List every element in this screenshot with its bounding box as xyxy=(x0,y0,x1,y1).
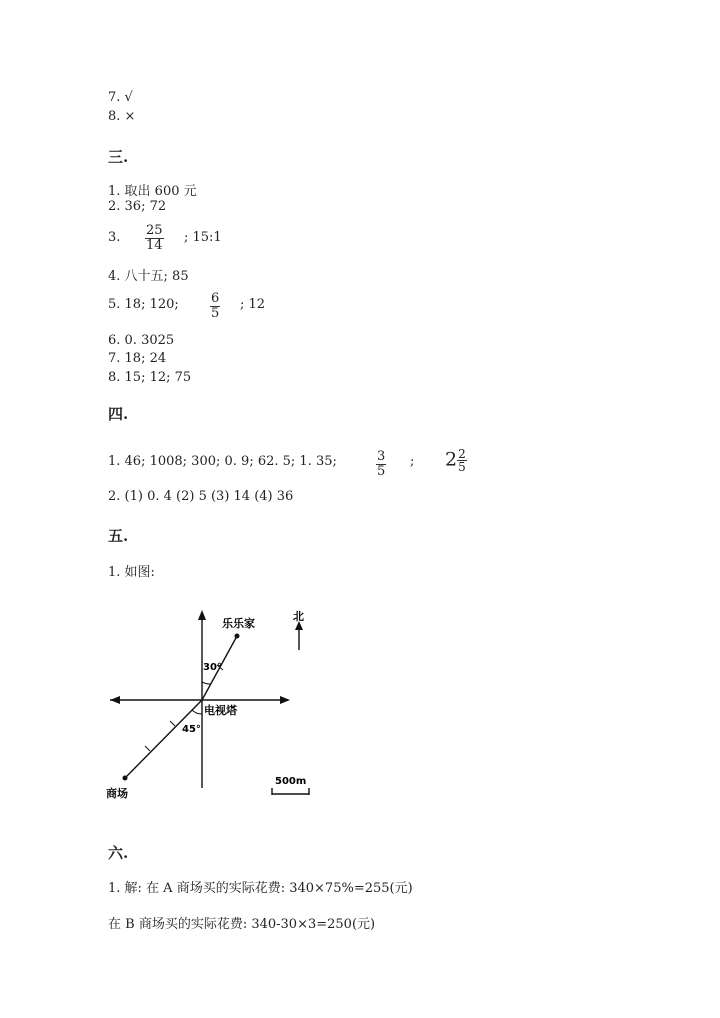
answer-3-7: 7. 18; 24 xyxy=(108,351,167,366)
solution-line-2: 在 B 商场买的实际花费: 340-30×3=250(元) xyxy=(108,917,376,932)
fraction-6-5 xyxy=(210,292,220,321)
answer-3-8: 8. 15; 12; 75 xyxy=(108,370,192,385)
mixed-number-2-2-5 xyxy=(445,448,467,473)
fraction-denominator: 5 xyxy=(458,460,466,474)
section-4-title: 四. xyxy=(108,405,129,423)
answer-3-6: 6. 0. 3025 xyxy=(108,333,175,348)
label-tower: 电视塔 xyxy=(204,704,237,717)
section-3-title: 三. xyxy=(108,148,129,166)
answer-3-5-suffix: ; 12 xyxy=(240,297,266,312)
answer-3-1: 1. 取出 600 元 xyxy=(108,184,197,199)
fraction-denominator: 14 xyxy=(146,238,163,253)
label-mall: 商场 xyxy=(106,787,128,800)
mixed-whole: 2 xyxy=(445,448,458,471)
angle-30-label: 30° xyxy=(203,662,222,673)
fraction-numerator: 25 xyxy=(146,223,163,238)
label-home: 乐乐家 xyxy=(222,617,255,630)
fraction-denominator: 5 xyxy=(211,306,220,321)
direction-diagram xyxy=(100,600,320,810)
fraction-numerator: 6 xyxy=(211,291,220,306)
scale-label: 500m xyxy=(275,776,307,787)
section-6-title: 六. xyxy=(108,844,129,862)
solution-line-1: 1. 解: 在 A 商场买的实际花费: 340×75%=255(元) xyxy=(108,881,413,896)
answer-5-1: 1. 如图: xyxy=(108,565,155,580)
answer-3-3-prefix: 3. xyxy=(108,230,121,245)
answer-2-8: 8. × xyxy=(108,109,136,124)
answer-3-4: 4. 八十五; 85 xyxy=(108,269,189,284)
answer-2-7: 7. √ xyxy=(108,90,133,105)
section-5-title: 五. xyxy=(108,527,129,545)
mixed-fraction xyxy=(457,448,467,473)
fraction-3-5 xyxy=(376,450,386,479)
fraction-numerator: 3 xyxy=(377,449,386,464)
answer-3-5-prefix: 5. 18; 120; xyxy=(108,297,179,312)
answer-3-2: 2. 36; 72 xyxy=(108,199,167,214)
fraction-25-14 xyxy=(145,224,164,253)
fraction-numerator: 2 xyxy=(458,447,466,461)
answer-3-3-suffix: ; 15:1 xyxy=(184,230,222,245)
fraction-denominator: 5 xyxy=(377,464,386,479)
angle-45-label: 45° xyxy=(182,724,201,735)
label-north: 北 xyxy=(293,610,304,623)
answer-4-2: 2. (1) 0. 4 (2) 5 (3) 14 (4) 36 xyxy=(108,489,294,504)
answer-4-1-prefix: 1. 46; 1008; 300; 0. 9; 62. 5; 1. 35; xyxy=(108,454,337,469)
answer-4-1-separator: ; xyxy=(410,454,415,469)
